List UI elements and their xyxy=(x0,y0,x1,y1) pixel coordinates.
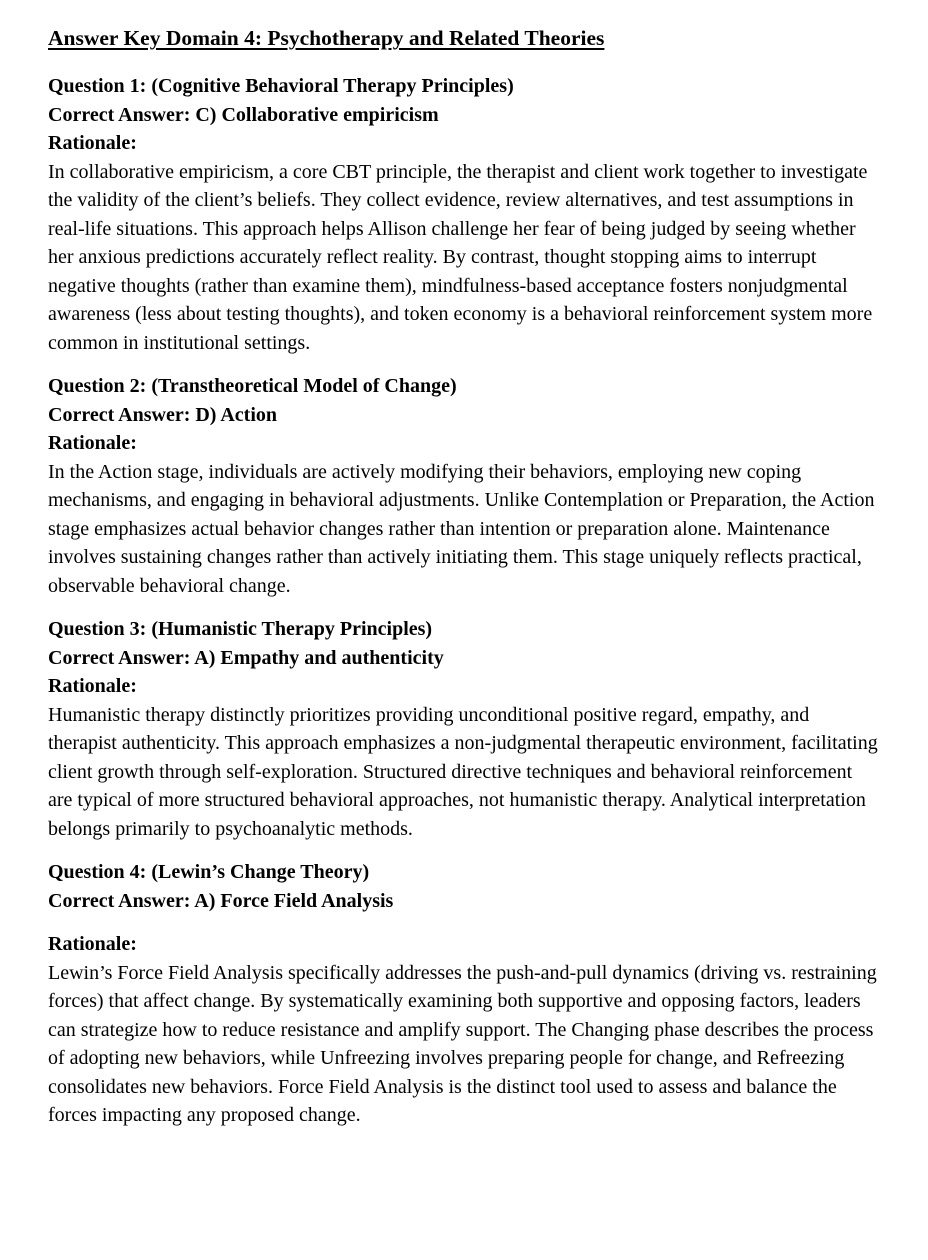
question-4-correct-answer: Correct Answer: A) Force Field Analysis xyxy=(48,889,394,912)
question-1-rationale-text: In collaborative empiricism, a core CBT principle, the therapist and client work together to investigate the validity of the client’s beliefs. They collect evidence, review alternatives, and test assumptions in real-life situations. This approach helps Allison challenge her fear of being judged by seeing whether her anxious predictions accurately reflect reality. By contrast, thought stopping aims to interrupt negative thoughts (rather than examine them), mindfulness-based acceptance fosters nonjudgmental awareness (less about testing thoughts), and token economy is a behavioral reinforcement system more common in institutional settings. xyxy=(48,160,873,354)
question-block-2 xyxy=(48,372,880,600)
question-4-rationale-label: Rationale: xyxy=(48,933,137,955)
question-3-correct-answer: Correct Answer: A) Empathy and authenticity xyxy=(48,646,444,669)
question-2-rationale-label: Rationale: xyxy=(48,432,137,454)
question-block-4 xyxy=(48,858,880,1130)
question-2-rationale-text: In the Action stage, individuals are actively modifying their behaviors, employing new coping mechanisms, and engaging in behavioral adjustments. Unlike Contemplation or Preparation, the Action stage emphasizes actual behavior changes rather than intention or preparation alone. Maintenance involves sustaining changes rather than actively initiating them. This stage uniquely reflects practical, observable behavioral change. xyxy=(48,460,875,597)
question-2-correct-answer: Correct Answer: D) Action xyxy=(48,403,278,426)
question-block-3 xyxy=(48,615,880,843)
question-3-rationale-label: Rationale: xyxy=(48,675,137,697)
question-block-1 xyxy=(48,72,880,357)
question-1-heading: Question 1: (Cognitive Behavioral Therapy Principles) xyxy=(48,75,514,97)
question-4-rationale-text: Lewin’s Force Field Analysis specifically addresses the push-and-pull dynamics (driving vs. restraining forces) that affect change. By systematically examining both supportive and opposing factors, leaders can strategize how to reduce resistance and amplify support. The Changing phase describes the process of adopting new behaviors, while Unfreezing involves preparing people for change, and Refreezing consolidates new behaviors. Force Field Analysis is the distinct tool used to assess and balance the forces impacting any proposed change. xyxy=(48,961,877,1126)
question-4-heading: Question 4: (Lewin’s Change Theory) xyxy=(48,861,370,883)
question-3-rationale-text: Humanistic therapy distinctly prioritizes providing unconditional positive regard, empathy, and therapist authenticity. This approach emphasizes a non-judgmental therapeutic environment, facilitating client growth through self-exploration. Structured directive techniques and behavioral reinforcement are typical of more structured behavioral approaches, not humanistic therapy. Analytical interpretation belongs primarily to psychoanalytic methods. xyxy=(48,703,878,840)
question-1-rationale-label: Rationale: xyxy=(48,132,137,154)
page-title: Answer Key Domain 4: Psychotherapy and Related Theories xyxy=(48,26,605,50)
question-3-heading: Question 3: (Humanistic Therapy Principles) xyxy=(48,618,433,640)
question-2-heading: Question 2: (Transtheoretical Model of Change) xyxy=(48,375,457,397)
question-1-correct-answer: Correct Answer: C) Collaborative empiricism xyxy=(48,103,439,126)
